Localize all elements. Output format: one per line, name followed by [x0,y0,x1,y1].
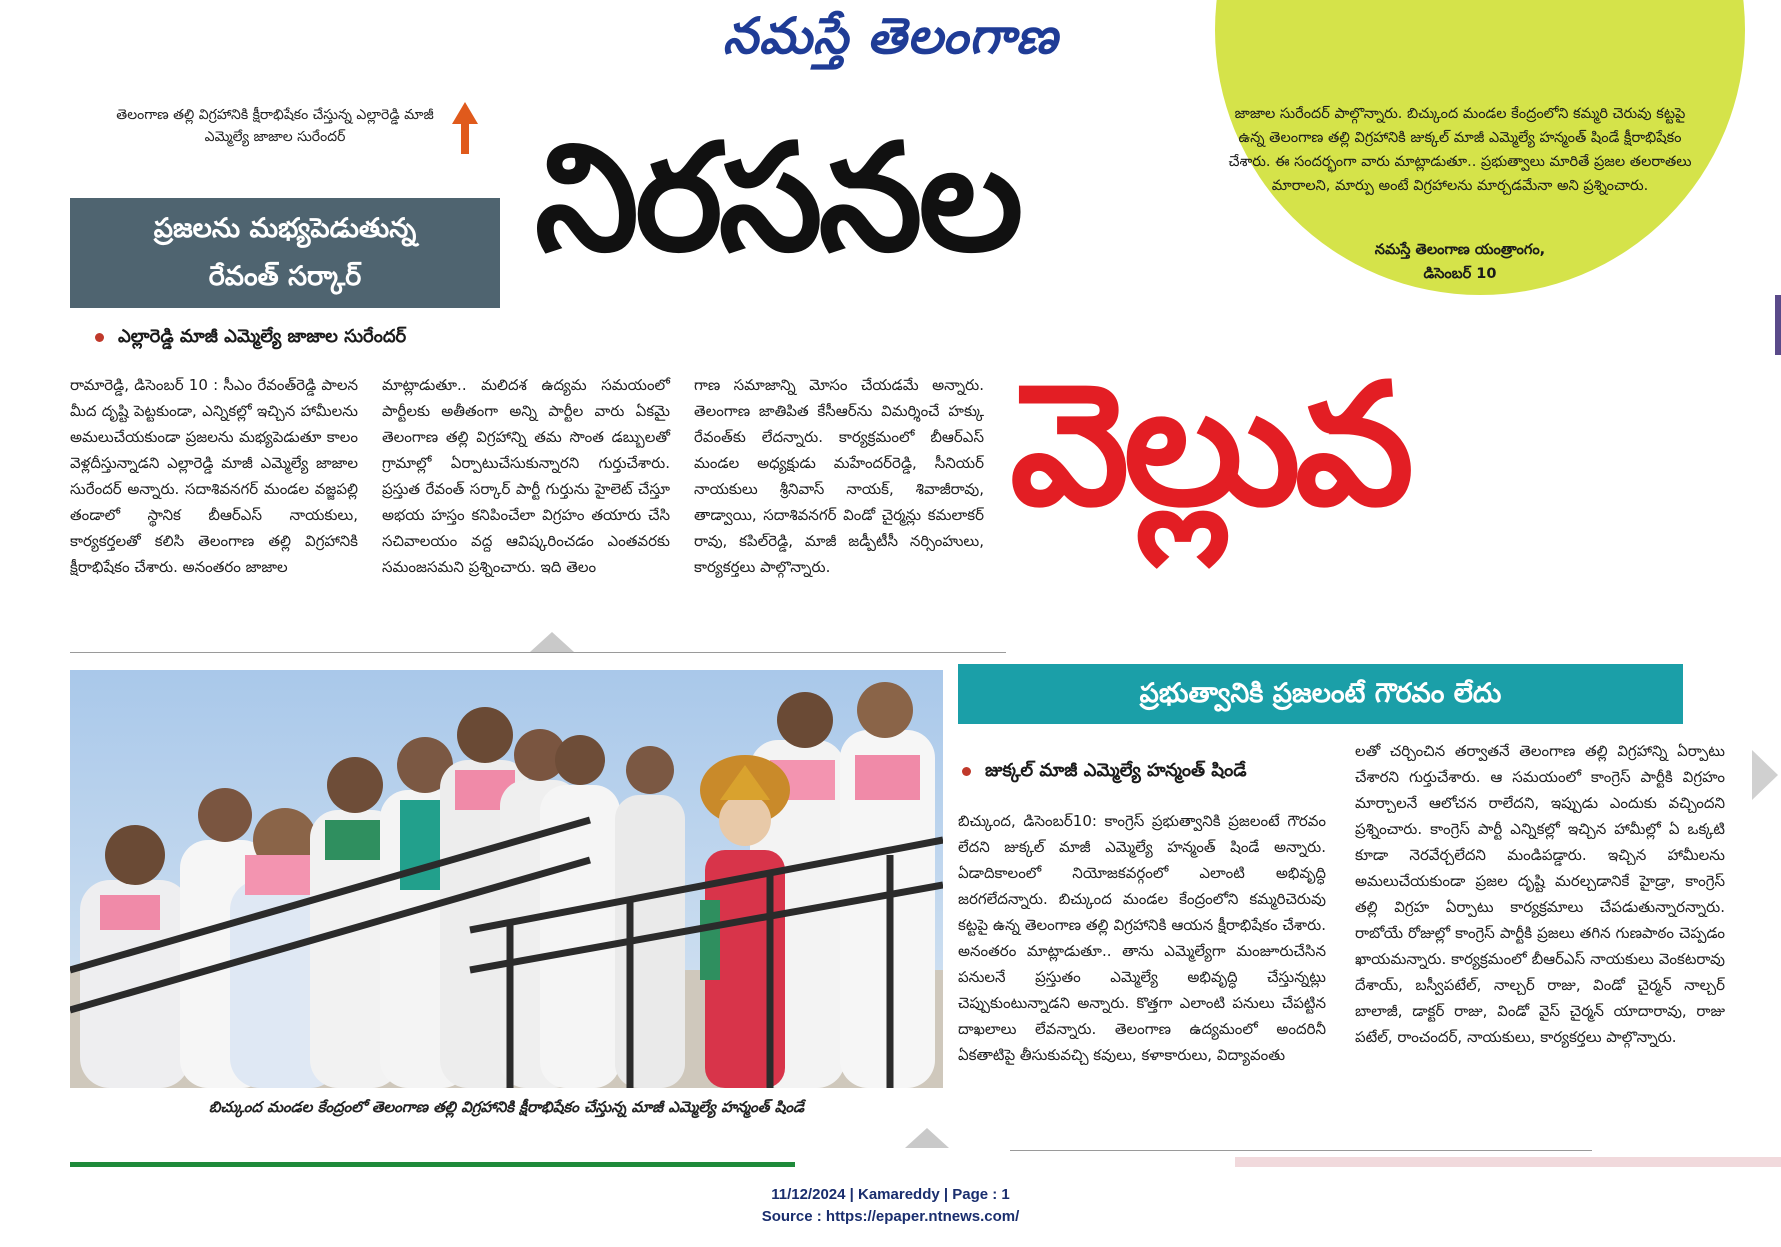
headline-line-2: వెల్లువ [1010,347,1409,543]
bullet-icon [95,333,104,342]
story2-column-2: లతో చర్చించిన తర్వాతనే తెలంగాణ తల్లి విగ్రహాన్ని ఏర్పాటు చేశారని గుర్తుచేశారు. ఆ సమయంలో కాంగ్రెస్ పార్టీకి విగ్రహం మార్చాలనే ఆలోచన రాలేదని, ఇప్పుడు ఎందుకు వచ్చిందని ప్రశ్నించారు. కాంగ్రెస్ పార్టీ ఎన్నికల్లో ఇచ్చిన హామీల్లో ఏ ఒక్కటి కూడా నెరవేర్చలేదని మండిపడ్డారు. ఇచ్చిన హామీలను అమలుచేయకుండా ప్రజల దృష్టి మరల్చడానికే హైడ్రా, కాంగ్రెస్ తల్లి విగ్రహ ఏర్పాటు కార్యక్రమాలు చేపడుతున్నారన్నారు. రాబోయే రోజుల్లో కాంగ్రెస్ పార్టీకి ప్రజలు తగిన గుణపాఠం చెప్పడం ఖాయమన్నారు. కార్యక్రమంలో బీఆర్ఎస్ నాయకులు వెంకటరావు దేశాయ్, బస్వీపటేల్, నాల్చర్ రాజు, విండో చైర్మన్ నాల్చర్ బాలాజీ, డాక్టర్ రాజు, విండో వైస్ చైర్మన్ యాదారావు, రాజు పటేల్, రాంచందర్, నాయకులు, కార్యకర్తలు పాల్గొన్నారు. [1355,742,1725,1046]
story1-column-1: రామారెడ్డి, డిసెంబర్ 10 : సీఎం రేవంత్‌రెడ్డి పాలన మీద దృష్టి పెట్టకుండా, ఎన్నికల్లో ఇచ్చిన హామీలను అమలుచేయకుండా ప్రజలను మభ్యపెడుతూ కాలం వెళ్లదీస్తున్నాడని ఎల్లారెడ్డి మాజీ ఎమ్మెల్యే జాజాల సురేందర్ అన్నారు. సదాశివనగర్ మండల వజ్జపల్లి తండాలో స్థానిక బీఆర్ఎస్ నాయకులు, కార్యకర్తలతో కలిసి తెలంగాణ తల్లి విగ్రహానికి క్షీరాభిషేకం చేశారు. అనంతరం జాజాల [70,376,358,576]
divider-notch-icon [530,632,574,652]
story1-headline-banner [70,198,500,308]
green-rule [70,1162,795,1167]
up-arrow-icon [450,100,480,156]
story1-headline-line-1: ప్రజలను మభ్యపెడుతున్న [153,213,417,244]
divider-notch-icon [905,1128,949,1148]
edition-info: 11/12/2024 | Kamareddy | Page : 1 [771,1186,1010,1203]
edge-marker [1775,295,1781,355]
source-link[interactable]: Source : https://epaper.ntnews.com/ [761,1208,1020,1225]
section-divider [70,652,1006,653]
news-photo [70,670,943,1088]
bottom-divider [1010,1150,1592,1151]
story2-byline [962,760,1247,785]
story2-headline-banner: ప్రభుత్వానికి ప్రజలంటే గౌరవం లేదు [958,664,1683,724]
next-story-strip [1235,1157,1781,1167]
story1-headline-line-2: రేవంత్ సర్కార్ [208,261,362,292]
credit-line-2: డిసెంబర్ 10 [1423,266,1497,282]
story2-byline-text: జుక్కల్ మాజీ ఎమ్మెల్యే హన్మంత్ షిండే [985,760,1247,781]
highlight-credit [1225,238,1695,286]
headline-line-1: నిరసనల [535,112,1020,284]
story1-byline [95,326,406,351]
story2-column-1: బిచ్కుంద, డిసెంబర్10: కాంగ్రెస్ ప్రభుత్వానికి ప్రజలంటే గౌరవం లేదని జుక్కల్ మాజీ ఎమ్మెల్యే హన్మంత్ షిండే అన్నారు. ఏడాదికాలంలో నియోజకవర్గంలో ఎలాంటి అభివృద్ధి జరగలేదన్నారు. బిచ్కుంద మండల కేంద్రంలోని కమ్మరిచెరువు కట్టపై ఉన్న తెలంగాణ తల్లి విగ్రహానికి ఆయన క్షీరాభిషేకం చేశారు. అనంతరం మాట్లాడుతూ.. తాను ఎమ్మెల్యేగా మంజూరుచేసిన పనులనే ప్రస్తుతం ఎమ్మెల్యే అభివృద్ధి చేస్తున్నట్లు చెప్పుకుంటున్నాడని అన్నారు. కొత్తగా ఎలాంటి పనులు చేపట్టిన దాఖలాలు లేవన్నారు. తెలంగాణ ఉద్యమంలో అందరినీ ఏకతాటిపై తీసుకువచ్చి కవులు, కళాకారులు, విద్యావంతు [958,812,1326,1064]
story1-byline-text: ఎల్లారెడ్డి మాజీ ఎమ్మెల్యే జాజాల సురేందర్ [118,326,407,347]
highlight-text: జాజాల సురేందర్ పాల్గొన్నారు. బిచ్కుంద మండల కేంద్రంలోని కమ్మరి చెరువు కట్టపై ఉన్న తెలంగాణ తల్లి విగ్రహానికి జుక్కల్ మాజీ ఎమ్మెల్యే హన్మంత్ షిండే క్షీరాభిషేకం చేశారు. ఈ సందర్భంగా వారు మాట్లాడుతూ.. ప్రభుత్వాలు మారితే ప్రజల తలరాతలు మారాలని, మార్పు అంటే విగ్రహాలను మార్చడమేనా అని ప్రశ్నించారు. [1228,106,1692,194]
top-photo-caption: తెలంగాణ తల్లి విగ్రహానికి క్షీరాభిషేకం చేస్తున్న ఎల్లారెడ్డి మాజీ ఎమ్మెల్యే జాజాల సురేందర్ [116,107,434,145]
story1-column-2: మాట్లాడుతూ.. మలిదశ ఉద్యమ సమయంలో పార్టీలకు అతీతంగా అన్ని పార్టీల వారు ఏకమై తెలంగాణ తల్లి విగ్రహాన్ని తమ సొంత డబ్బులతో గ్రామాల్లో ఏర్పాటుచేసుకున్నారని గుర్తుచేశారు. ప్రస్తుత రేవంత్ సర్కార్ పార్టీ గుర్తును హైలెట్ చేస్తూ అభయ హస్తం కనిపించేలా విగ్రహం తయారు చేసి సచివాలయం వద్ద ఆవిష్కరించడం ఎంతవరకు సమంజసమని ప్రశ్నించారు. ఇది తెలం [382,376,670,576]
bullet-icon [962,767,971,776]
next-page-arrow-icon[interactable] [1752,750,1778,800]
story1-column-3: గాణ సమాజాన్ని మోసం చేయడమే అన్నారు. తెలంగాణ జాతిపిత కేసీఆర్‌ను విమర్శించే హక్కు రేవంత్‌కు లేదన్నారు. కార్యక్రమంలో బీఆర్ఎస్ మండల అధ్యక్షుడు మహేందర్‌రెడ్డి, సీనియర్ నాయకులు శ్రీనివాస్ నాయక్, శివాజీరావు, తాడ్వాయి, సదాశివనగర్ విండో చైర్మన్లు కమలాకర్ రావు, కపిల్‌రెడ్డి, మాజీ జడ్పీటీసీ నర్సింహులు, కార్యకర్తలు పాల్గొన్నారు. [694,376,984,576]
masthead-title: నమస్తే తెలంగాణ [722,6,1059,65]
photo-caption: బిచ్కుంద మండల కేంద్రంలో తెలంగాణ తల్లి విగ్రహానికి క్షీరాభిషేకం చేస్తున్న మాజీ ఎమ్మెల్యే హన్మంత్ షిండే [208,1098,805,1116]
photo-illustration [70,670,943,1088]
credit-line-1: నమస్తే తెలంగాణ యంత్రాంగం, [1374,242,1546,258]
